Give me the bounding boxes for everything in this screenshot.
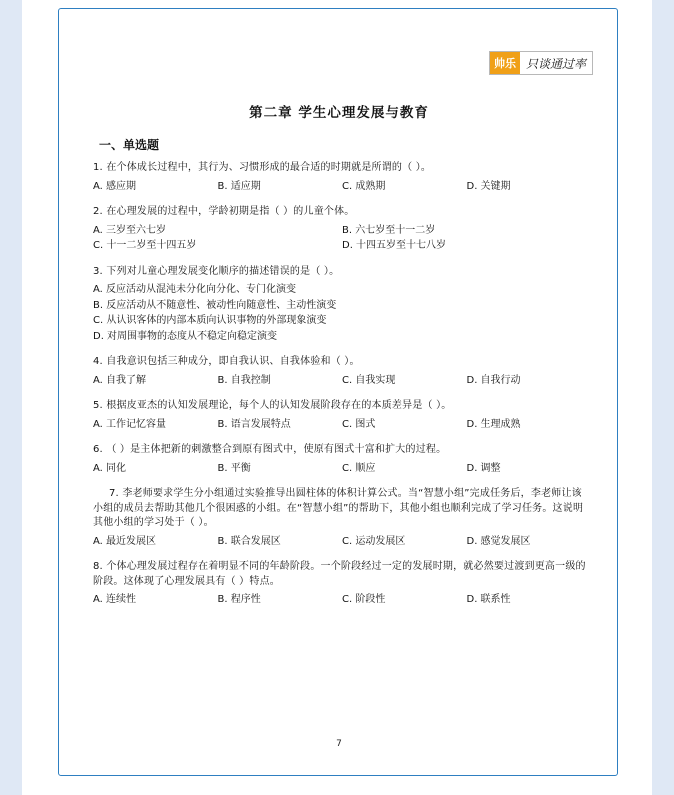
option-item[interactable]: B. 六七岁至十一二岁: [342, 224, 436, 236]
option-item[interactable]: B. 平衡: [217, 462, 251, 474]
option-item[interactable]: D. 联系性: [466, 594, 511, 605]
option-item[interactable]: C. 从认识客体的内部本质向认识事物的外部现象演变: [93, 315, 327, 326]
option-item[interactable]: C. 阶段性: [342, 594, 386, 605]
question-stem: 2. 在心理发展的过程中，学龄初期是指（ ）的儿童个体。: [93, 206, 355, 217]
question-block: [93, 560, 591, 608]
question-stem: 8. 个体心理发展过程存在着明显不同的年龄阶段。一个阶段经过一定的发展时期，就必然要过渡到更高一级的阶段。这体现了心理发展具有（ ）特点。: [93, 561, 586, 587]
left-margin-band: [0, 0, 22, 795]
option-item[interactable]: A. 工作记忆容量: [93, 418, 167, 430]
option-item[interactable]: A. 最近发展区: [93, 535, 157, 547]
option-item[interactable]: B. 适应期: [217, 180, 261, 192]
option-item[interactable]: A. 反应活动从混沌未分化向分化、专门化演变: [93, 284, 297, 295]
option-item[interactable]: A. 同化: [93, 462, 127, 474]
option-row: [93, 535, 591, 550]
page-title: 第二章 学生心理发展与教育: [249, 105, 429, 121]
option-item[interactable]: A. 三岁至六七岁: [93, 224, 167, 236]
option-row: [93, 283, 591, 344]
option-row: [93, 239, 591, 254]
option-item[interactable]: D. 感觉发展区: [466, 535, 531, 547]
option-item[interactable]: B. 反应活动从不随意性、被动性向随意性、主动性演变: [93, 299, 337, 311]
option-item[interactable]: C. 成熟期: [342, 180, 386, 192]
option-row: [93, 593, 591, 608]
option-item[interactable]: B. 语言发展特点: [217, 418, 291, 430]
option-item[interactable]: C. 运动发展区: [342, 535, 406, 547]
question-stem: 6. （ ）是主体把新的刺激整合到原有图式中，使原有图式十富和扩大的过程。: [93, 444, 447, 455]
option-item[interactable]: C. 图式: [342, 418, 376, 430]
option-item[interactable]: A. 连续性: [93, 594, 137, 605]
option-item[interactable]: C. 自我实现: [342, 374, 396, 386]
brand-slogan: 只谈通过率: [520, 52, 592, 74]
question-block: [93, 487, 591, 549]
question-block: [93, 355, 591, 388]
document-sheet: [58, 8, 618, 776]
question-stem: 4. 自我意识包括三种成分，即自我认识、自我体验和（ ）。: [93, 356, 360, 367]
question-block: [93, 443, 591, 476]
option-item[interactable]: D. 对周围事物的态度从不稳定向稳定演变: [93, 330, 278, 342]
option-row: [93, 180, 591, 195]
option-row: [93, 418, 591, 433]
document-content: [85, 23, 593, 763]
question-stem: 1. 在个体成长过程中，其行为、习惯形成的最合适的时期就是所谓的（ ）。: [93, 162, 432, 173]
option-item[interactable]: D. 十四五岁至十七八岁: [342, 240, 447, 251]
option-item[interactable]: B. 联合发展区: [217, 535, 281, 547]
option-row: [93, 374, 591, 389]
option-row: [93, 462, 591, 477]
option-row: [93, 224, 591, 239]
page-number: 7: [336, 739, 342, 749]
option-item[interactable]: D. 关键期: [466, 180, 511, 192]
option-item[interactable]: C. 顺应: [342, 462, 376, 474]
option-item[interactable]: B. 程序性: [217, 594, 261, 605]
section-heading: 一、单选题: [99, 138, 160, 152]
question-block: [93, 265, 591, 345]
option-item[interactable]: D. 调整: [466, 462, 501, 474]
question-stem: 5. 根据皮亚杰的认知发展理论，每个人的认知发展阶段存在的本质差异是（ ）。: [93, 400, 452, 411]
question-block: [93, 205, 591, 254]
question-stem: 3. 下列对儿童心理发展变化顺序的描述错误的是（ ）。: [93, 265, 340, 277]
brand-badge: 帅乐: [490, 52, 520, 74]
question-stem: 7. 李老师要求学生分小组通过实验推导出圆柱体的体积计算公式。当“智慧小组”完成任务后，李老师让该小组的成员去帮助其他几个很困惑的小组。在“智慧小组”的帮助下，其他小组也顺利完成了学习任务。这说明其他小组的学习处于（ ）。: [93, 488, 584, 528]
question-list: [93, 161, 591, 619]
question-block: [93, 399, 591, 432]
option-item[interactable]: A. 感应期: [93, 180, 137, 192]
option-item[interactable]: D. 生理成熟: [466, 418, 521, 430]
option-item[interactable]: C. 十一二岁至十四五岁: [93, 240, 197, 251]
option-item[interactable]: A. 自我了解: [93, 374, 147, 386]
question-block: [93, 161, 591, 194]
brand-logo: [489, 51, 593, 75]
option-item[interactable]: D. 自我行动: [466, 374, 521, 386]
right-margin-band: [652, 0, 674, 795]
option-item[interactable]: B. 自我控制: [217, 374, 271, 386]
